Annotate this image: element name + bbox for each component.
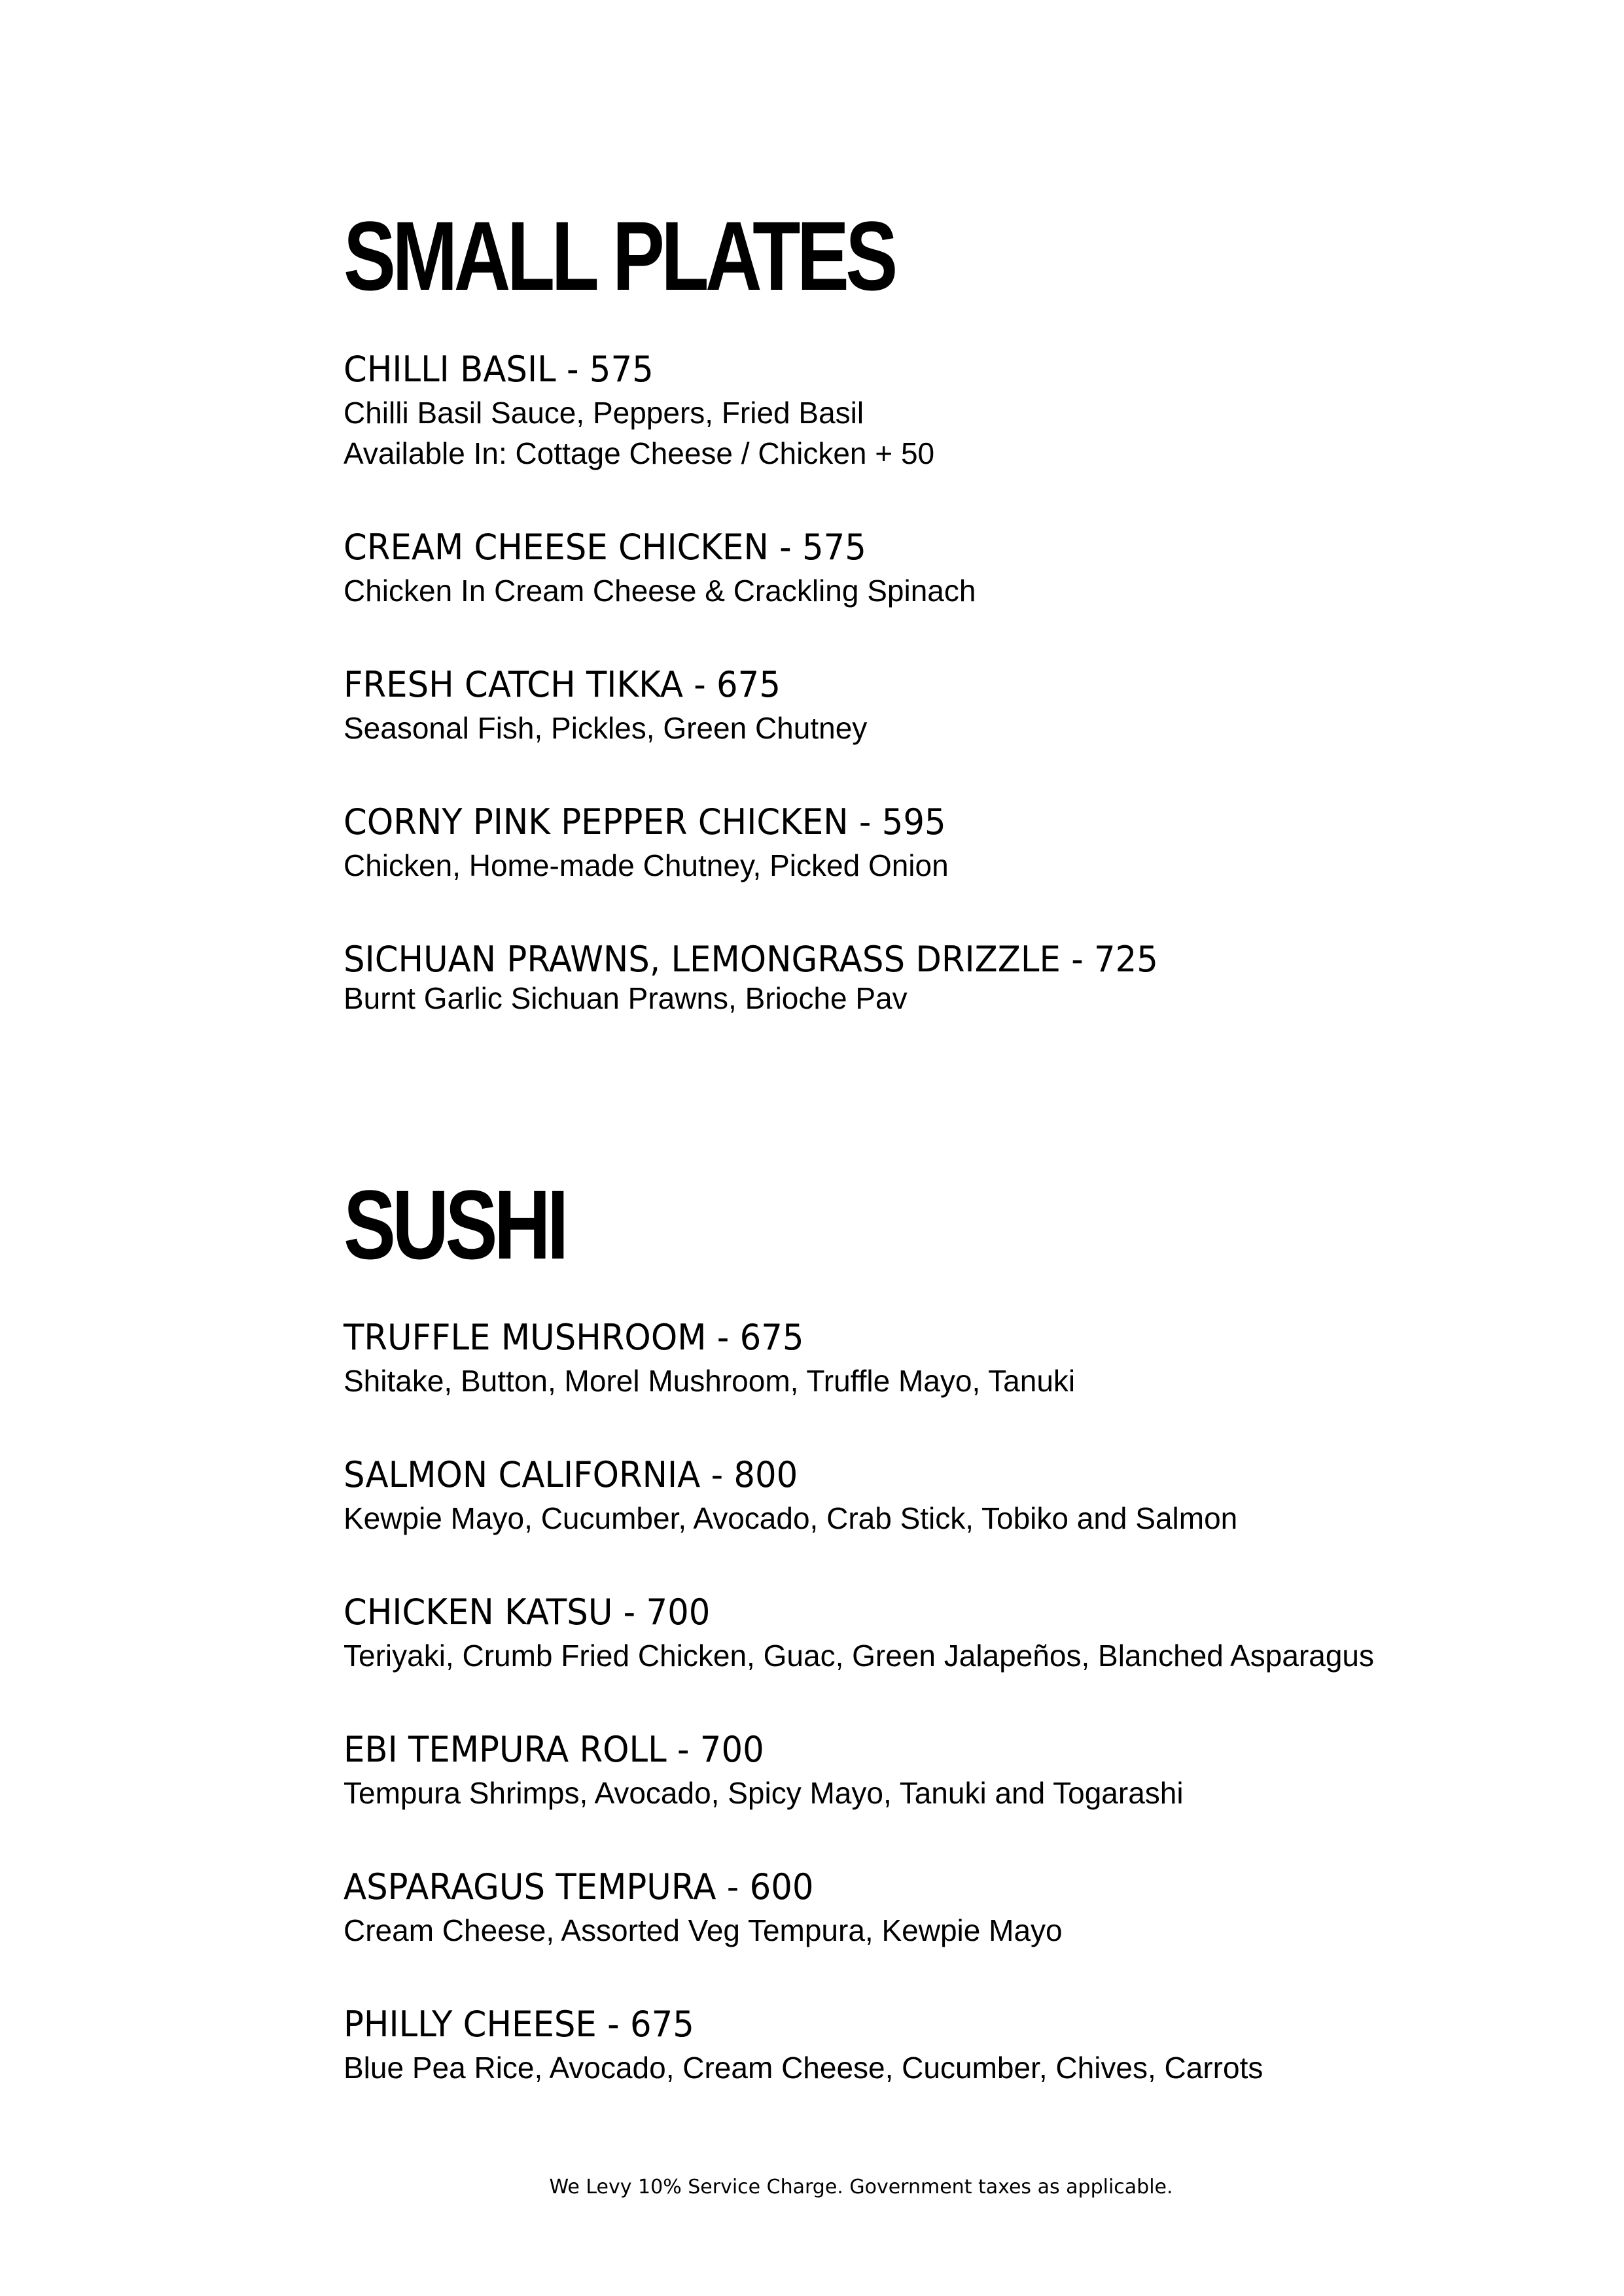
item-description: Chilli Basil Sauce, Peppers, Fried Basil <box>344 396 864 430</box>
menu-item <box>344 347 1201 525</box>
item-description: Available In: Cottage Cheese / Chicken + 50 <box>344 436 935 470</box>
item-description: Shitake, Button, Morel Mushroom, Truffle Mayo, Tanuki <box>344 1364 1076 1398</box>
item-name: CREAM CHEESE CHICKEN - 575 <box>344 527 866 568</box>
item-description: Cream Cheese, Assorted Veg Tempura, Kewpie Mayo <box>344 1913 1063 1947</box>
menu-item <box>344 1452 1374 1590</box>
menu-item <box>344 799 1201 937</box>
item-description: Kewpie Mayo, Cucumber, Avocado, Crab Stick, Tobiko and Salmon <box>344 1501 1238 1535</box>
item-description: Seasonal Fish, Pickles, Green Chutney <box>344 711 868 745</box>
item-name: CHILLI BASIL - 575 <box>344 349 654 390</box>
item-name: CORNY PINK PEPPER CHICKEN - 595 <box>344 801 946 843</box>
menu-item <box>344 1727 1374 1864</box>
menu-page <box>344 0 1587 2296</box>
item-name: CHICKEN KATSU - 700 <box>344 1592 711 1633</box>
menu-item <box>344 2002 1374 2139</box>
menu-item <box>344 1590 1374 1727</box>
item-name: FRESH CATCH TIKKA - 675 <box>344 664 781 705</box>
item-name: EBI TEMPURA ROLL - 700 <box>344 1729 764 1770</box>
menu-item <box>344 937 1201 1074</box>
item-name: TRUFFLE MUSHROOM - 675 <box>344 1317 804 1358</box>
item-name: SICHUAN PRAWNS, LEMONGRASS DRIZZLE - 725 <box>344 939 1158 980</box>
sushi-list <box>344 1315 1374 2139</box>
menu-item <box>344 1315 1374 1452</box>
item-description: Burnt Garlic Sichuan Prawns, Brioche Pav <box>344 981 908 1015</box>
section-title-small-plates: SMALL PLATES <box>344 201 894 311</box>
menu-item <box>344 1864 1374 2002</box>
small-plates-list <box>344 347 1201 1074</box>
item-description: Chicken In Cream Cheese & Crackling Spinach <box>344 574 976 608</box>
item-description: Teriyaki, Crumb Fried Chicken, Guac, Green Jalapeños, Blanched Asparagus <box>344 1639 1375 1673</box>
item-name: PHILLY CHEESE - 675 <box>344 2004 694 2045</box>
item-name: SALMON CALIFORNIA - 800 <box>344 1454 798 1495</box>
item-name: ASPARAGUS TEMPURA - 600 <box>344 1866 814 1907</box>
service-charge-note: We Levy 10% Service Charge. Government taxes as applicable. <box>549 2176 1173 2199</box>
section-title-sushi: SUSHI <box>344 1170 565 1279</box>
menu-item <box>344 662 1201 799</box>
item-description: Blue Pea Rice, Avocado, Cream Cheese, Cucumber, Chives, Carrots <box>344 2051 1263 2085</box>
item-description: Tempura Shrimps, Avocado, Spicy Mayo, Tanuki and Togarashi <box>344 1776 1184 1810</box>
menu-item <box>344 525 1201 662</box>
item-description: Chicken, Home-made Chutney, Picked Onion <box>344 848 949 882</box>
